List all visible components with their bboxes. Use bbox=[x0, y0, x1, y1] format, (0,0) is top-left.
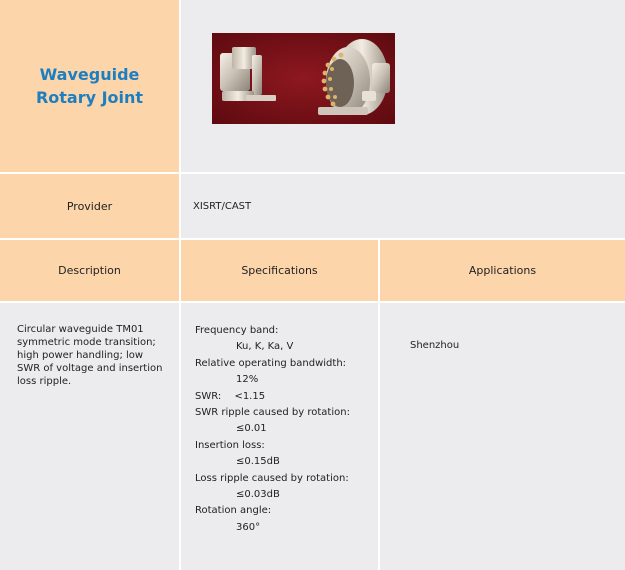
loss-ripple-value: ≤0.03dB bbox=[236, 488, 280, 500]
swr-value: <1.15 bbox=[234, 390, 266, 402]
bandwidth-value: 12% bbox=[236, 374, 259, 386]
description-text: Circular waveguide TM01 symmetric mode transition; high power handling; low SWR of voltage and insertion loss ripple. bbox=[0, 303, 179, 570]
rotary-joint-illustration bbox=[212, 33, 395, 124]
product-title bbox=[36, 63, 143, 109]
image-cell bbox=[181, 0, 625, 172]
frequency-band-label: Frequency band: bbox=[195, 325, 279, 336]
frequency-band-value: Ku, K, Ka, V bbox=[236, 341, 294, 353]
swr-label: SWR: bbox=[195, 390, 222, 402]
title-line-2: Rotary Joint bbox=[35, 88, 144, 107]
insertion-loss-value: ≤0.15dB bbox=[236, 456, 280, 468]
swr-ripple-value: ≤0.01 bbox=[236, 423, 267, 435]
specifications-header: Specifications bbox=[181, 240, 378, 301]
description-header: Description bbox=[0, 240, 179, 301]
title-cell bbox=[0, 0, 179, 172]
applications-header: Applications bbox=[380, 240, 625, 301]
bandwidth-label: Relative operating bandwidth: bbox=[195, 357, 347, 369]
title-line-1: Waveguide bbox=[39, 65, 140, 84]
rotation-angle-label: Rotation angle: bbox=[195, 505, 272, 517]
loss-ripple-label: Loss ripple caused by rotation: bbox=[195, 472, 349, 484]
specifications-list bbox=[181, 303, 378, 570]
insertion-loss-label: Insertion loss: bbox=[195, 439, 265, 451]
applications-text: Shenzhou bbox=[380, 303, 625, 570]
product-photo bbox=[212, 33, 395, 124]
swr-row bbox=[195, 389, 372, 405]
rotation-angle-value: 360° bbox=[236, 521, 261, 533]
provider-label: Provider bbox=[0, 174, 179, 238]
swr-ripple-label: SWR ripple caused by rotation: bbox=[195, 406, 350, 418]
provider-value: XISRT/CAST bbox=[181, 174, 625, 238]
